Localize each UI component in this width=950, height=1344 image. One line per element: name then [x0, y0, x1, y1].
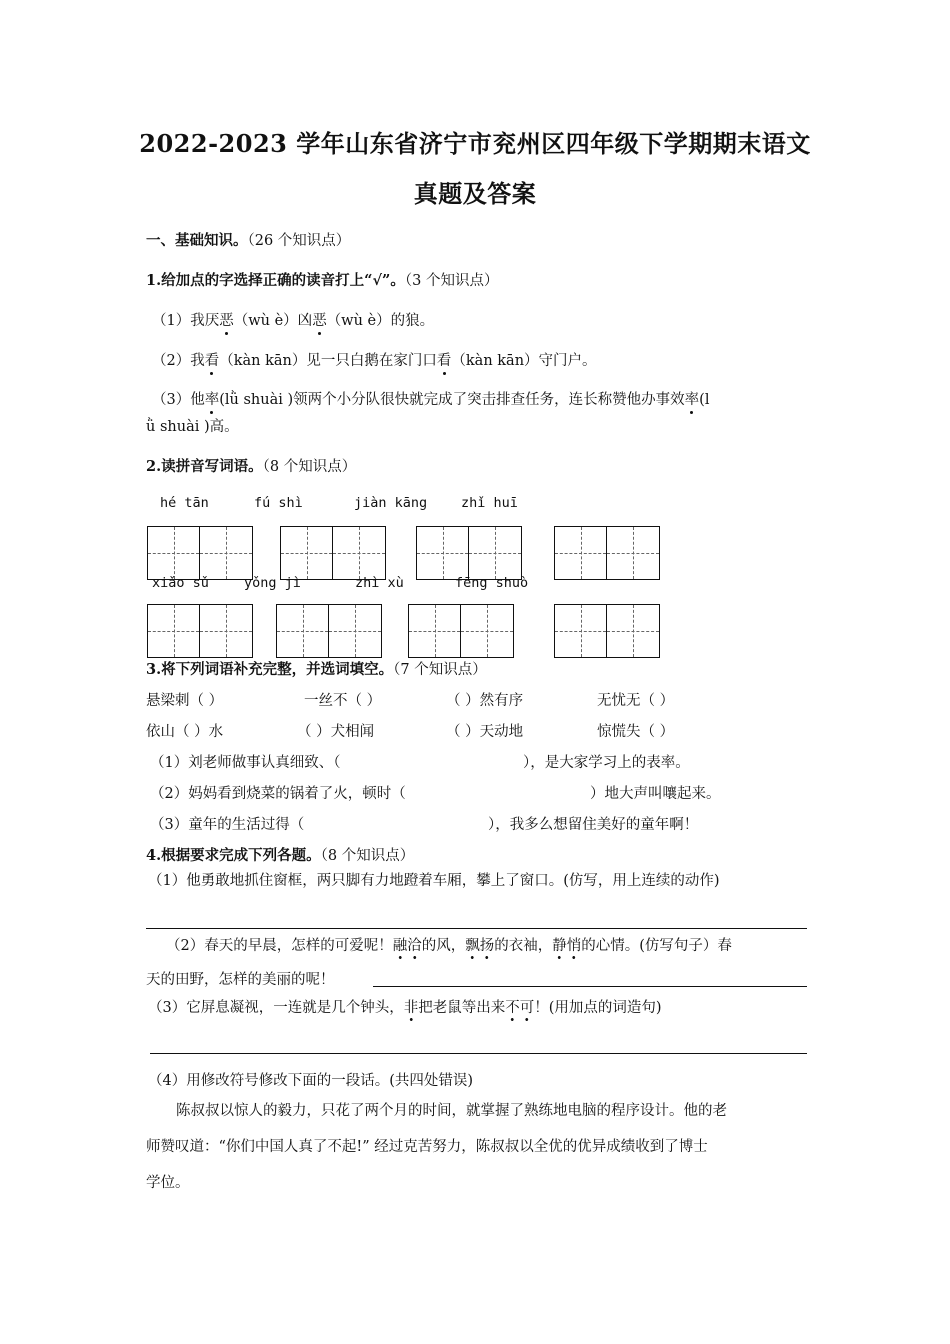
- dotted-char: 率: [204, 392, 220, 408]
- pinyin-label: fēng shuò: [455, 575, 529, 591]
- q1-item-3-cont: ǜ shuài )高。: [146, 419, 239, 435]
- writing-grid[interactable]: [147, 526, 253, 580]
- q1-item1-text-c: （wù è）凶: [233, 313, 313, 329]
- pinyin-label: zhì xù: [355, 575, 404, 591]
- writing-grid[interactable]: [280, 526, 386, 580]
- idiom-blank[interactable]: 一丝不（ ）: [304, 693, 382, 709]
- q1-item1-text-a: （1）我厌: [152, 313, 220, 329]
- grid-cell[interactable]: [200, 605, 252, 657]
- q1-item-2: [152, 349, 597, 370]
- answer-line[interactable]: [150, 1053, 807, 1054]
- pinyin-label: fú shì: [254, 495, 303, 511]
- grid-cell[interactable]: [607, 605, 659, 657]
- writing-grid[interactable]: [408, 604, 514, 658]
- q3-sentence-1: （1）刘老师做事认真细致、（: [150, 755, 341, 771]
- q1-item1-text-e: （wù è）的狼。: [326, 313, 435, 329]
- q4-item-2: [166, 934, 732, 955]
- q4-item-1: （1）他勇敢地抓住窗框，两只脚有力地蹬着车厢，攀上了窗口。(仿写，用上连续的动作): [148, 873, 720, 889]
- q1-item2-text-e: （kàn kān）守门户。: [451, 353, 597, 369]
- q1-item2-text-c: （kàn kān）见一只白鹅在家门口: [219, 353, 437, 369]
- q4-item-2-cont: 天的田野，怎样的美丽的呢！: [146, 972, 335, 988]
- grid-cell[interactable]: [277, 605, 329, 657]
- q3-sentence-2-end: ）地大声叫嚷起来。: [590, 786, 721, 802]
- q4-s2-text-e: 的心情。(仿写句子）春: [581, 938, 732, 954]
- q2-heading-text: 2.读拼音写词语。: [146, 458, 263, 475]
- dotted-word: 静悄: [552, 938, 581, 960]
- q3-sentence-1-end: ），是大家学习上的表率。: [523, 755, 690, 771]
- q4-heading-text: 4.根据要求完成下列各题。: [146, 847, 321, 864]
- dotted-word-text: 融洽: [393, 938, 422, 960]
- grid-cell[interactable]: [148, 605, 200, 657]
- writing-grid[interactable]: [416, 526, 522, 580]
- q3-points: （7 个知识点）: [393, 662, 487, 678]
- pinyin-label: yǒng jì: [244, 575, 301, 591]
- section-heading-text: 一、基础知识。: [146, 232, 248, 249]
- dotted-char: 率: [684, 392, 700, 408]
- q1-item2-text-a: （2）我: [152, 353, 205, 369]
- answer-line[interactable]: [146, 928, 807, 929]
- idiom-blank[interactable]: 悬梁刺（ ）: [146, 693, 224, 709]
- grid-cell[interactable]: [555, 605, 607, 657]
- q4-s2-text-b: 的风，: [421, 938, 466, 954]
- q3-sentence-2: （2）妈妈看到烧菜的锅着了火，顿时（: [150, 786, 406, 802]
- pinyin-label: zhǐ huī: [461, 495, 518, 511]
- page-title: 2022-2023 学年山东省济宁市兖州区四年级下学期期末语文: [139, 129, 811, 158]
- q3-sentence-3: （3）童年的生活过得（: [150, 817, 305, 833]
- question-4-heading: [146, 844, 414, 865]
- q1-heading-text: 1.给加点的字选择正确的读音打上“√”。: [146, 272, 405, 289]
- question-1-heading: [146, 269, 498, 290]
- dotted-char: 看: [204, 353, 220, 369]
- paragraph-line: 师赞叹道：“你们中国人真了不起!” 经过克苦努力，陈叔叔以全优的优异成绩收到了博士: [146, 1139, 708, 1155]
- dotted-word: 非: [404, 1000, 419, 1022]
- grid-cell[interactable]: [409, 605, 461, 657]
- page-title-cont: 真题及答案: [413, 179, 537, 208]
- writing-grid[interactable]: [554, 604, 660, 658]
- dotted-char: 看: [436, 353, 452, 369]
- answer-line[interactable]: [373, 986, 807, 987]
- grid-cell[interactable]: [329, 605, 381, 657]
- q1-item3-text-c: (lǜ shuài )领两个小分队很快就完成了突击排查任务，连长称赞他办事效: [219, 392, 685, 408]
- question-3-heading: [146, 658, 487, 679]
- grid-cell[interactable]: [200, 527, 252, 579]
- q4-s2-text-a: （2）春天的早晨，怎样的可爱呢！: [166, 938, 393, 954]
- grid-cell[interactable]: [461, 605, 513, 657]
- writing-grid[interactable]: [147, 604, 253, 658]
- question-2-heading: [146, 455, 356, 476]
- grid-cell[interactable]: [469, 527, 521, 579]
- dotted-word: [393, 938, 422, 960]
- idiom-blank[interactable]: 惊慌失（ ）: [597, 724, 675, 740]
- grid-cell[interactable]: [555, 527, 607, 579]
- q3-sentence-3-end: ），我多么想留住美好的童年啊！: [488, 817, 699, 833]
- dotted-word: 不可: [505, 1000, 534, 1022]
- q1-item-3: [152, 388, 709, 409]
- writing-grid[interactable]: [554, 526, 660, 580]
- pinyin-label: hé tān: [160, 495, 209, 511]
- dotted-word: 飘扬: [465, 938, 494, 960]
- q1-item-1: [152, 309, 434, 330]
- q4-s2-text-c: 的衣袖，: [494, 938, 553, 954]
- q4-s3-text-b: 把老鼠等出来: [418, 1000, 506, 1016]
- q4-s3-text-c: ！(用加点的词造句): [534, 1000, 662, 1016]
- section-heading: [146, 229, 350, 250]
- grid-cell[interactable]: [417, 527, 469, 579]
- q4-item-4: （4）用修改符号修改下面的一段话。(共四处错误): [148, 1073, 474, 1089]
- idiom-blank[interactable]: （ ）然有序: [446, 693, 524, 709]
- grid-cell[interactable]: [333, 527, 385, 579]
- q2-points: （8 个知识点）: [262, 459, 357, 475]
- grid-cell[interactable]: [607, 527, 659, 579]
- pinyin-label: jiàn kāng: [354, 495, 428, 511]
- writing-grid[interactable]: [276, 604, 382, 658]
- paragraph-line: 陈叔叔以惊人的毅力，只花了两个月的时间，就掌握了熟练地电脑的程序设计。他的老: [176, 1103, 727, 1119]
- grid-cell[interactable]: [148, 527, 200, 579]
- q1-points: （3 个知识点）: [404, 273, 499, 289]
- idiom-blank[interactable]: （ ）犬相闻: [297, 724, 375, 740]
- q1-item3-text-a: （3）他: [152, 392, 205, 408]
- section-points: （26 个知识点）: [247, 233, 351, 249]
- paragraph-line: 学位。: [146, 1175, 190, 1191]
- q3-heading-text: 3.将下列词语补充完整，并选词填空。: [146, 661, 394, 678]
- pinyin-label: xiǎo sǔ: [152, 575, 209, 591]
- idiom-blank[interactable]: 无忧无（ ）: [597, 693, 675, 709]
- q4-item-3: [148, 996, 662, 1017]
- grid-cell[interactable]: [281, 527, 333, 579]
- dotted-char: 恶: [219, 313, 234, 329]
- q4-points: （8 个知识点）: [320, 848, 415, 864]
- q1-item3-text-e: (l: [699, 392, 710, 408]
- idiom-blank[interactable]: （ ）天动地: [446, 724, 524, 740]
- idiom-blank[interactable]: 依山（ ）水: [146, 724, 224, 740]
- dotted-char: 恶: [312, 313, 327, 329]
- q4-s3-text-a: （3）它屏息凝视，一连就是几个钟头，: [148, 1000, 404, 1016]
